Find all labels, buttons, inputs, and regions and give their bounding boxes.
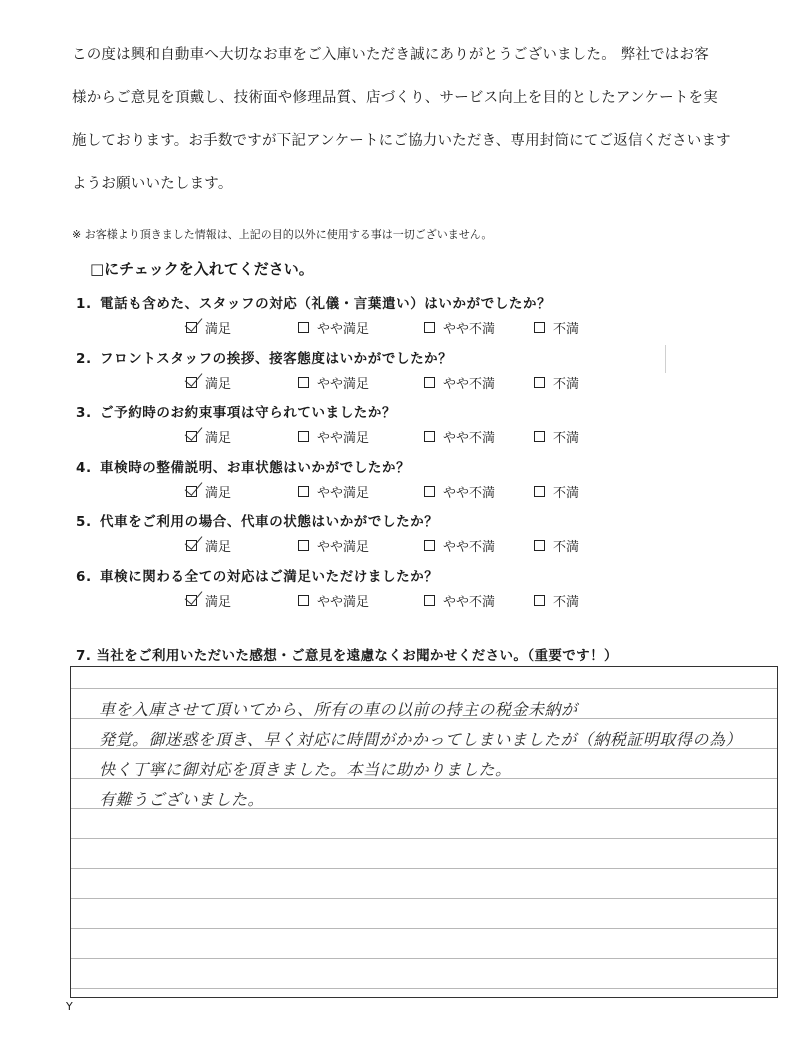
intro-line: ようお願いいたします。 xyxy=(72,176,233,192)
checkbox[interactable] xyxy=(298,377,309,388)
checkbox[interactable] xyxy=(534,540,545,551)
option-label: やや不満 xyxy=(443,376,496,392)
checkbox[interactable] xyxy=(424,595,435,606)
checkbox[interactable] xyxy=(534,322,545,333)
question-4 xyxy=(76,456,776,510)
option-label: 満足 xyxy=(205,376,232,392)
option-label: やや満足 xyxy=(317,322,370,337)
question-text xyxy=(76,565,776,589)
scan-mark xyxy=(665,345,666,373)
option-label: 不満 xyxy=(553,376,580,392)
option-label: やや不満 xyxy=(443,594,496,610)
question-7 xyxy=(76,644,618,664)
answer-option[interactable] xyxy=(424,318,495,337)
comment-line: 車を入庫させて頂いてから、所有の車の以前の持主の税金未納が xyxy=(99,700,578,719)
answer-option[interactable] xyxy=(186,427,231,446)
question-label: フロントスタッフの挨拶、接客態度はいかがでしたか？ xyxy=(100,350,453,367)
checkbox[interactable] xyxy=(298,431,309,442)
checkbox[interactable] xyxy=(298,595,309,606)
answer-options xyxy=(76,480,776,504)
answer-option[interactable] xyxy=(424,373,495,392)
checked-checkbox[interactable] xyxy=(186,322,197,333)
option-label: 不満 xyxy=(553,485,580,501)
question-text xyxy=(76,456,776,480)
option-label: 満足 xyxy=(205,322,232,337)
question-number: 5. xyxy=(76,514,92,530)
option-label: 不満 xyxy=(553,322,580,337)
question-2 xyxy=(76,347,776,401)
question-text xyxy=(76,292,776,316)
comment-line: 有難うございました。 xyxy=(99,790,265,809)
option-label: 満足 xyxy=(205,431,232,446)
checkbox[interactable] xyxy=(534,486,545,497)
question-number: 3. xyxy=(76,405,92,421)
question-5 xyxy=(76,510,776,564)
checkbox[interactable] xyxy=(424,322,435,333)
answer-option[interactable] xyxy=(534,427,579,446)
question-label: ご予約時のお約束事項は守られていましたか？ xyxy=(100,405,397,421)
question-text xyxy=(76,401,776,425)
answer-option[interactable] xyxy=(534,536,579,555)
answer-option[interactable] xyxy=(424,536,495,555)
answer-option[interactable] xyxy=(186,482,231,501)
question-number: 6. xyxy=(76,568,92,585)
intro-text xyxy=(72,40,772,212)
question-1 xyxy=(76,292,776,346)
option-label: 不満 xyxy=(553,431,580,446)
question-text xyxy=(76,510,776,534)
answer-options xyxy=(76,371,776,395)
checkbox[interactable] xyxy=(298,486,309,497)
question-label: 車検時の整備説明、お車状態はいかがでしたか？ xyxy=(100,459,411,476)
option-label: やや不満 xyxy=(443,431,496,446)
answer-option[interactable] xyxy=(186,536,231,555)
intro-line: 施しております。お手数ですが下記アンケートにご協力いただき、専用封筒にてご返信くださいます xyxy=(72,133,731,149)
option-label: 満足 xyxy=(205,594,232,610)
answer-option[interactable] xyxy=(424,591,495,610)
option-label: やや満足 xyxy=(317,540,370,555)
comment-line: 発覚。御迷惑を頂き、早く対応に時間がかかってしまいましたが（納税証明取得の為） xyxy=(99,730,742,749)
question-3 xyxy=(76,401,776,455)
check-instruction: □にチェックを入れてください。 xyxy=(90,260,314,278)
checkbox[interactable] xyxy=(424,486,435,497)
checkbox[interactable] xyxy=(298,540,309,551)
answer-option[interactable] xyxy=(298,427,369,446)
option-label: やや満足 xyxy=(317,431,370,446)
option-label: やや満足 xyxy=(317,376,370,392)
checkbox[interactable] xyxy=(424,377,435,388)
comment-box[interactable] xyxy=(70,666,778,998)
checked-checkbox[interactable] xyxy=(186,431,197,442)
answer-options xyxy=(76,425,776,449)
intro-line: この度は興和自動車へ大切なお車をご入庫いただき誠にありがとうございました。 弊社ではお客 xyxy=(72,47,709,63)
checked-checkbox[interactable] xyxy=(186,486,197,497)
checkbox[interactable] xyxy=(534,595,545,606)
option-label: 満足 xyxy=(205,540,232,555)
question-7-text: 当社をご利用いただいた感想・ご意見を遠慮なくお聞かせください。（重要です！） xyxy=(96,648,618,664)
answer-option[interactable] xyxy=(298,536,369,555)
answer-option[interactable] xyxy=(424,427,495,446)
option-label: やや満足 xyxy=(317,485,370,501)
answer-option[interactable] xyxy=(298,373,369,392)
checked-checkbox[interactable] xyxy=(186,540,197,551)
option-label: 満足 xyxy=(205,485,232,501)
question-number: 2. xyxy=(76,350,92,367)
answer-options xyxy=(76,534,776,558)
intro-line: 様からご意見を頂戴し、技術面や修理品質、店づくり、サービス向上を目的としたアンケートを実 xyxy=(72,90,718,106)
option-label: やや不満 xyxy=(443,322,496,337)
answer-option[interactable] xyxy=(186,318,231,337)
answer-option[interactable] xyxy=(298,318,369,337)
checkbox[interactable] xyxy=(298,322,309,333)
comment-line: 快く丁寧に御対応を頂きました。本当に助かりました。 xyxy=(99,760,512,779)
answer-options xyxy=(76,589,776,613)
answer-option[interactable] xyxy=(298,482,369,501)
answer-option[interactable] xyxy=(186,591,231,610)
answer-option[interactable] xyxy=(534,318,579,337)
question-number: 1. xyxy=(76,296,92,312)
answer-option[interactable] xyxy=(186,373,231,392)
answer-option[interactable] xyxy=(534,482,579,501)
question-6 xyxy=(76,565,776,619)
question-number: 4. xyxy=(76,459,92,476)
checkbox[interactable] xyxy=(424,540,435,551)
question-label: 電話も含めた、スタッフの対応（礼儀・言葉遣い）はいかがでしたか？ xyxy=(100,296,552,312)
checked-checkbox[interactable] xyxy=(186,377,197,388)
question-text xyxy=(76,347,776,371)
question-7-number: 7. xyxy=(76,648,92,664)
answer-option[interactable] xyxy=(424,482,495,501)
option-label: やや不満 xyxy=(443,485,496,501)
checked-checkbox[interactable] xyxy=(186,595,197,606)
option-label: 不満 xyxy=(553,540,580,555)
checkbox[interactable] xyxy=(534,431,545,442)
checkbox[interactable] xyxy=(534,377,545,388)
answer-option[interactable] xyxy=(298,591,369,610)
answer-option[interactable] xyxy=(534,373,579,392)
answer-options xyxy=(76,316,776,340)
option-label: やや満足 xyxy=(317,594,370,610)
option-label: やや不満 xyxy=(443,540,496,555)
answer-option[interactable] xyxy=(534,591,579,610)
question-label: 車検に関わる全ての対応はご満足いただけましたか？ xyxy=(100,568,439,585)
privacy-note: ※ お客様より頂きました情報は、上記の目的以外に使用する事は一切ございません。 xyxy=(72,228,493,241)
question-label: 代車をご利用の場合、代車の状態はいかがでしたか？ xyxy=(100,514,439,530)
option-label: 不満 xyxy=(553,594,580,610)
checkbox[interactable] xyxy=(424,431,435,442)
corner-mark: Y xyxy=(66,1000,73,1013)
